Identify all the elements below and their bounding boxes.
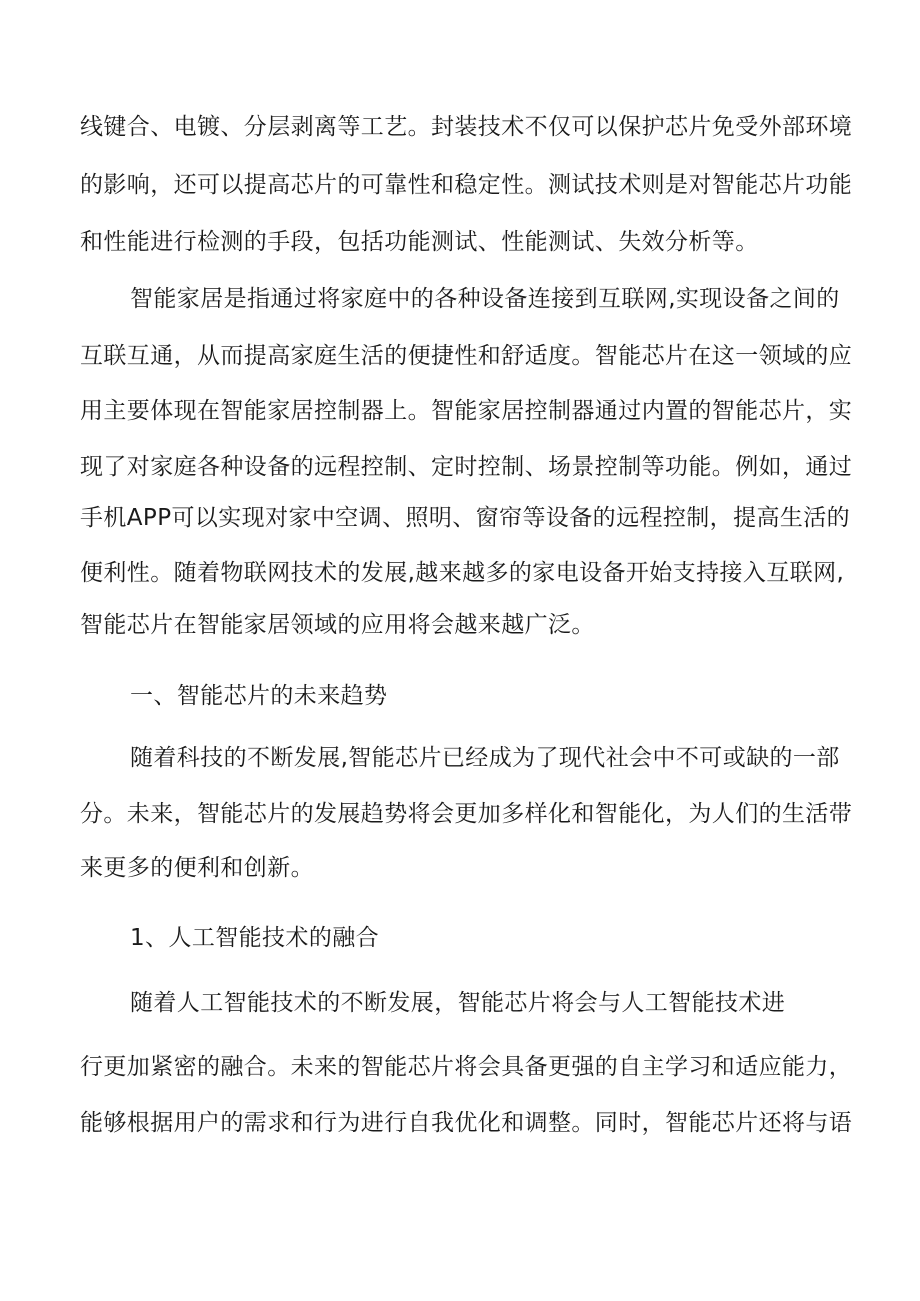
paragraph-line: 智能家居是指通过将家庭中的各种设备连接到互联网,实现设备之间的 — [130, 286, 840, 312]
paragraph-line: 和性能进行检测的手段，包括功能测试、性能测试、失效分析等。 — [80, 229, 759, 255]
paragraph-line: 随着人工智能技术的不断发展，智能芯片将会与人工智能技术进 — [130, 990, 786, 1016]
paragraph-line: 分。未来，智能芯片的发展趋势将会更加多样化和智能化，为人们的生活带 — [80, 801, 853, 827]
paragraph-line: 行更加紧密的融合。未来的智能芯片将会具备更强的自主学习和适应能力， — [80, 1054, 853, 1080]
paragraph-line: 用主要体现在智能家居控制器上。智能家居控制器通过内置的智能芯片，实 — [80, 398, 853, 424]
paragraph-line: 来更多的便利和创新。 — [80, 855, 314, 881]
paragraph-line: 便利性。随着物联网技术的发展,越来越多的家电设备开始支持接入互联网, — [80, 560, 845, 586]
paragraph-line: 现了对家庭各种设备的远程控制、定时控制、场景控制等功能。例如，通过 — [80, 454, 853, 480]
paragraph-line: 智能芯片在智能家居领域的应用将会越来越广泛。 — [80, 612, 595, 638]
paragraph-line: 的影响，还可以提高芯片的可靠性和稳定性。测试技术则是对智能芯片功能 — [80, 172, 853, 198]
section-heading: 一、智能芯片的未来趋势 — [130, 683, 388, 709]
paragraph-line: 随着科技的不断发展,智能芯片已经成为了现代社会中不可或缺的一部 — [130, 745, 840, 771]
paragraph-line: 互联互通，从而提高家庭生活的便捷性和舒适度。智能芯片在这一领域的应 — [80, 343, 853, 369]
paragraph-line: 线键合、电镀、分层剥离等工艺。封装技术不仅可以保护芯片免受外部环境 — [80, 114, 853, 140]
subsection-heading: 1、人工智能技术的融合 — [130, 925, 380, 951]
paragraph-line: 手机APP可以实现对家中空调、照明、窗帘等设备的远程控制，提高生活的 — [80, 505, 851, 531]
paragraph-line: 能够根据用户的需求和行为进行自我优化和调整。同时，智能芯片还将与语 — [80, 1110, 853, 1136]
